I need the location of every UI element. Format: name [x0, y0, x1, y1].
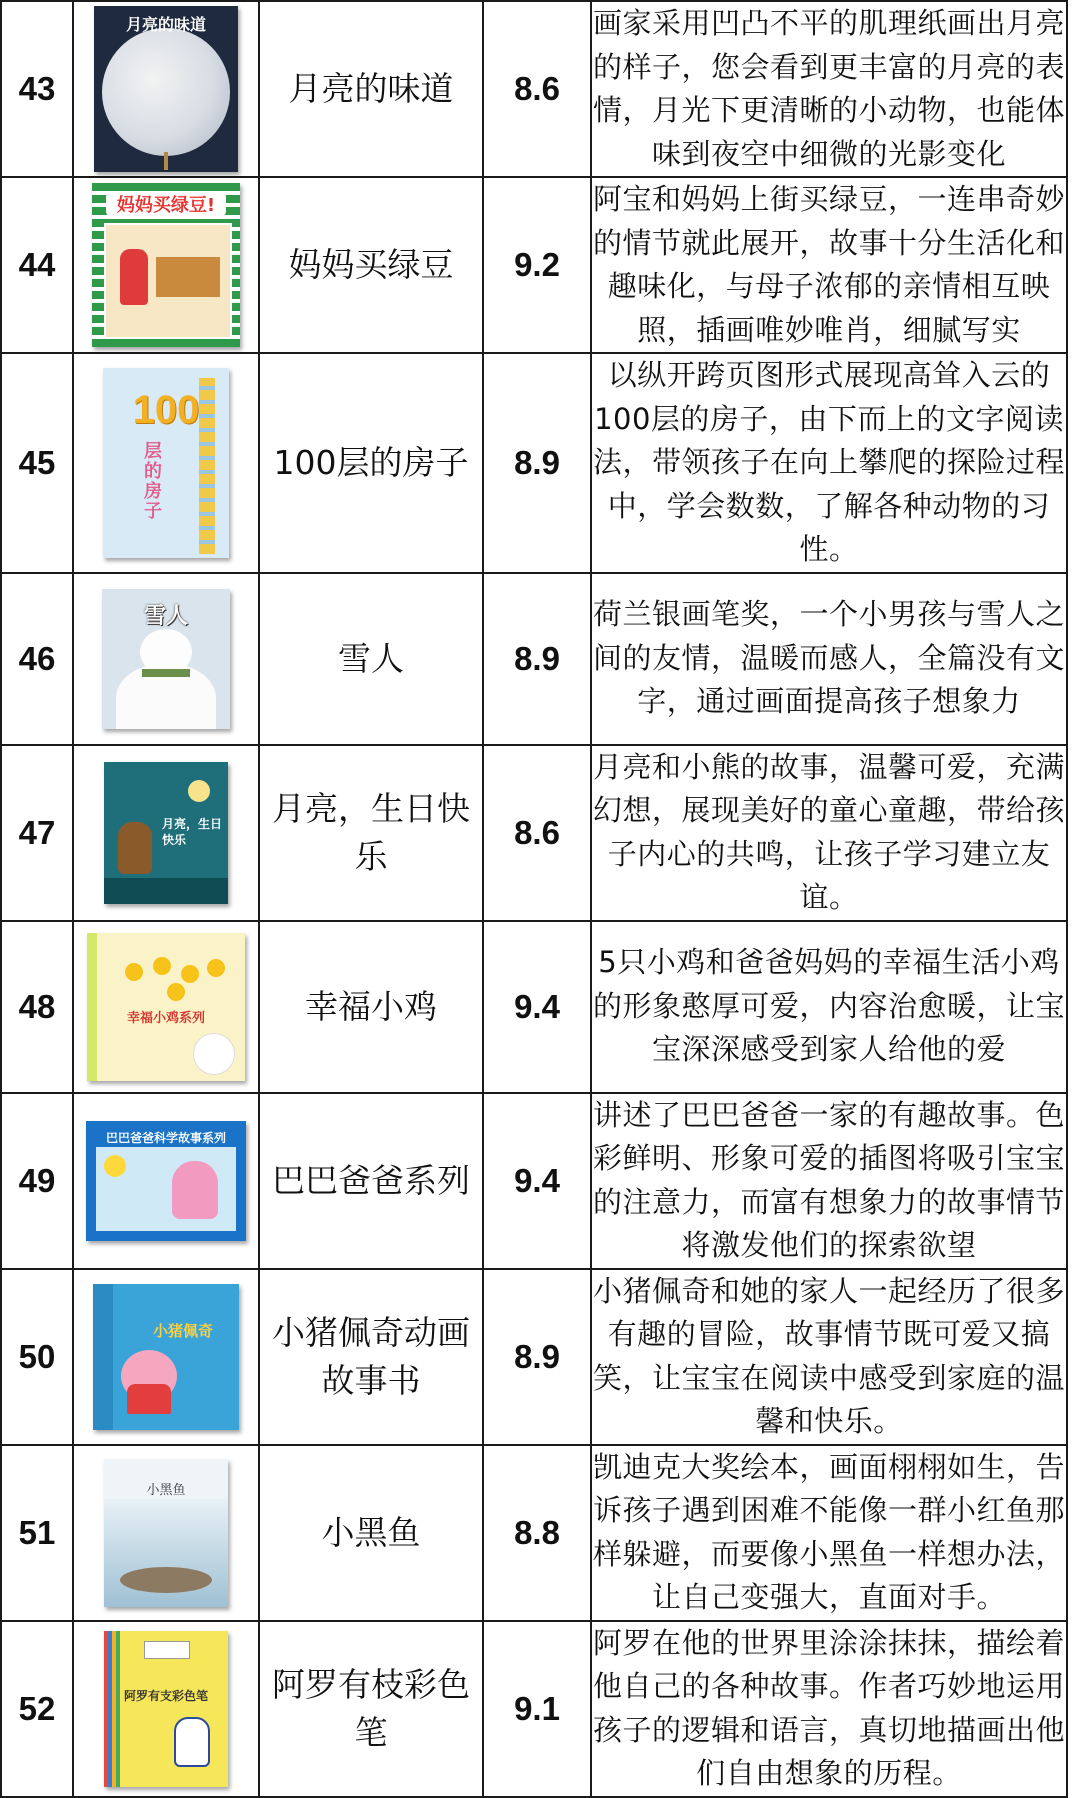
book-cover-cell — [73, 921, 259, 1093]
book-description: 小猪佩奇和她的家人一起经历了很多有趣的冒险，故事情节既可爱又搞笑，让宝宝在阅读中感受到家庭的温馨和快乐。 — [591, 1269, 1067, 1445]
book-description: 阿宝和妈妈上街买绿豆，一连串奇妙的情节就此展开，故事十分生活化和趣味化，与母子浓郁的亲情相互映照，插画唯妙唯肖，细腻写实 — [591, 177, 1067, 353]
row-number: 51 — [1, 1445, 73, 1621]
row-number: 43 — [1, 1, 73, 177]
book-cover-cell — [73, 353, 259, 573]
cover-title: 小猪佩奇 — [153, 1321, 214, 1340]
book-title: 雪人 — [259, 573, 483, 745]
book-rating: 8.8 — [483, 1445, 591, 1621]
table-row — [1, 1093, 1067, 1269]
cover-title: 小黑鱼 — [146, 1482, 186, 1498]
cover-title: 妈妈买绿豆! — [106, 191, 226, 217]
book-rating: 8.9 — [483, 353, 591, 573]
table-row — [1, 1445, 1067, 1621]
row-number: 50 — [1, 1269, 73, 1445]
table-row — [1, 745, 1067, 921]
book-description: 讲述了巴巴爸爸一家的有趣故事。色彩鲜明、形象可爱的插图将吸引宝宝的注意力，而富有想象力的故事情节将激发他们的探索欲望 — [591, 1093, 1067, 1269]
row-number: 46 — [1, 573, 73, 745]
book-description: 5只小鸡和爸爸妈妈的幸福生活小鸡的形象憨厚可爱，内容治愈暖，让宝宝深深感受到家人给他的爱 — [591, 921, 1067, 1093]
cover-title: 月亮，生日快乐 — [162, 816, 223, 847]
book-title: 小猪佩奇动画故事书 — [259, 1269, 483, 1445]
table-row — [1, 177, 1067, 353]
table-row — [1, 1621, 1067, 1797]
harold-cover-image — [104, 1631, 228, 1787]
book-title: 巴巴爸爸系列 — [259, 1093, 483, 1269]
chicks-cover-image — [87, 933, 245, 1081]
gingham-cover-image — [92, 183, 240, 347]
book-rating: 9.1 — [483, 1621, 591, 1797]
row-number: 45 — [1, 353, 73, 573]
book-cover-cell — [73, 177, 259, 353]
book-title: 100层的房子 — [259, 353, 483, 573]
book-title: 月亮，生日快乐 — [259, 745, 483, 921]
row-number: 49 — [1, 1093, 73, 1269]
row-number: 52 — [1, 1621, 73, 1797]
cover-title: 月亮的味道 — [125, 15, 206, 34]
cover-title: 雪人 — [143, 603, 188, 629]
book-cover-cell — [73, 573, 259, 745]
book-title: 月亮的味道 — [259, 1, 483, 177]
book-title: 妈妈买绿豆 — [259, 177, 483, 353]
book-cover-cell — [73, 1269, 259, 1445]
book-cover-cell — [73, 1, 259, 177]
row-number: 44 — [1, 177, 73, 353]
book-rating: 8.6 — [483, 1, 591, 177]
moon-cover-image — [94, 6, 238, 172]
book-rating: 9.4 — [483, 1093, 591, 1269]
book-rating: 8.6 — [483, 745, 591, 921]
row-number: 47 — [1, 745, 73, 921]
book-rating: 9.2 — [483, 177, 591, 353]
swimmy-cover-image — [104, 1459, 228, 1607]
book-rating: 8.9 — [483, 1269, 591, 1445]
cover-title: 阿罗有支彩色笔 — [123, 1688, 208, 1703]
cover-title: 幸福小鸡系列 — [126, 1010, 205, 1026]
table-row — [1, 921, 1067, 1093]
tower-cover-image — [103, 368, 229, 558]
cover-subtitle: 层的房子 — [144, 440, 162, 522]
peppa-cover-image — [93, 1284, 239, 1430]
cover-title: 巴巴爸爸科学故事系列 — [105, 1130, 226, 1145]
book-description: 月亮和小熊的故事，温馨可爱，充满幻想，展现美好的童心童趣，带给孩子内心的共鸣，让孩子学习建立友谊。 — [591, 745, 1067, 921]
row-number: 48 — [1, 921, 73, 1093]
book-description: 荷兰银画笔奖，一个小男孩与雪人之间的友情，温暖而感人，全篇没有文字，通过画面提高孩子想象力 — [591, 573, 1067, 745]
book-description: 以纵开跨页图形式展现高耸入云的100层的房子，由下而上的文字阅读法，带领孩子在向上攀爬的探险过程中，学会数数，了解各种动物的习性。 — [591, 353, 1067, 573]
snowman-cover-image — [102, 589, 230, 729]
table-row — [1, 573, 1067, 745]
book-description: 画家采用凹凸不平的肌理纸画出月亮的样子，您会看到更丰富的月亮的表情，月光下更清晰的小动物，也能体味到夜空中细微的光影变化 — [591, 1, 1067, 177]
book-cover-cell — [73, 1621, 259, 1797]
table-row — [1, 353, 1067, 573]
book-cover-cell — [73, 745, 259, 921]
barbapapa-cover-image — [86, 1121, 246, 1241]
book-title: 小黑鱼 — [259, 1445, 483, 1621]
book-description: 阿罗在他的世界里涂涂抹抹，描绘着他自己的各种故事。作者巧妙地运用孩子的逻辑和语言，真切地描画出他们自由想象的历程。 — [591, 1621, 1067, 1797]
table-row — [1, 1269, 1067, 1445]
book-rating: 9.4 — [483, 921, 591, 1093]
book-description: 凯迪克大奖绘本，画面栩栩如生，告诉孩子遇到困难不能像一群小红鱼那样躲避，而要像小黑鱼一样想办法，让自己变强大，直面对手。 — [591, 1445, 1067, 1621]
table-row — [1, 1, 1067, 177]
book-rating: 8.9 — [483, 573, 591, 745]
cover-title: 100 — [132, 387, 200, 432]
book-title: 幸福小鸡 — [259, 921, 483, 1093]
book-cover-cell — [73, 1093, 259, 1269]
book-title: 阿罗有枝彩色笔 — [259, 1621, 483, 1797]
book-cover-cell — [73, 1445, 259, 1621]
bear-moon-cover-image — [104, 762, 228, 904]
